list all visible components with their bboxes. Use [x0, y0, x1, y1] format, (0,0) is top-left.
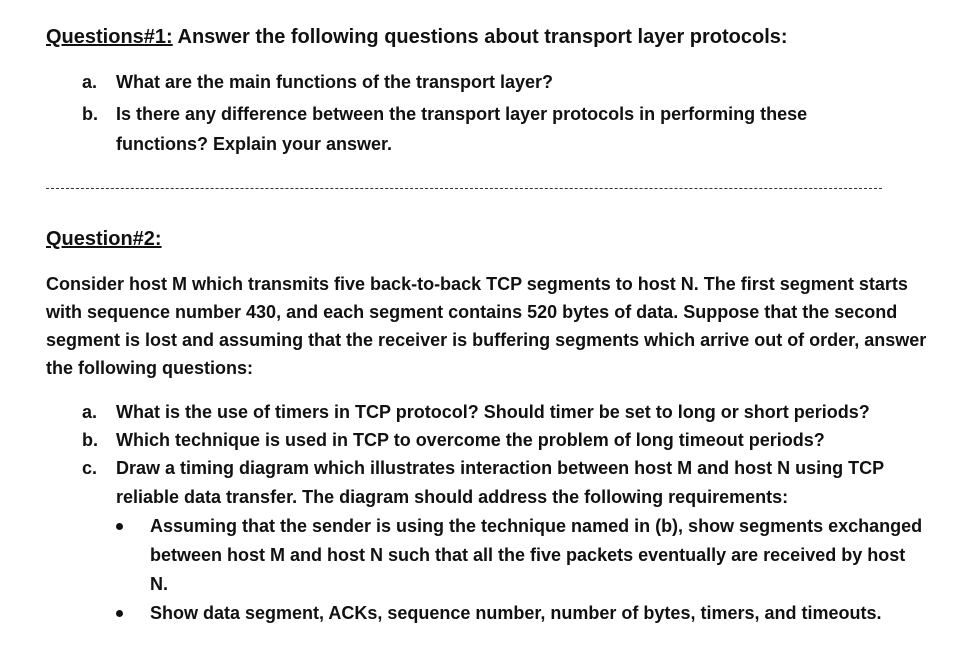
bullet-2-line-1: Show data segment, ACKs, sequence number, number of bytes, timers, and timeouts. — [150, 603, 882, 623]
question-2-label: Question#2: — [46, 228, 162, 250]
q2-intro-line-1: Consider host M which transmits five back-to-back TCP segments to host N. The first segment starts — [46, 274, 908, 294]
question-1-title: Answer the following questions about transport layer protocols: — [172, 26, 788, 48]
q1-item-b-text-line-1: Is there any difference between the transport layer protocols in performing these — [116, 104, 808, 124]
q2-item-c-text-line-1: Draw a timing diagram which illustrates interaction between host M and host N using TCP — [116, 458, 885, 478]
question-1-label: Questions#1: — [46, 26, 173, 48]
bullet-1-line-1: Assuming that the sender is using the technique named in (b), show segments exchanged — [150, 516, 923, 536]
q1-item-b-text-line-2: functions? Explain your answer. — [116, 134, 393, 154]
q2-intro-line-2: with sequence number 430, and each segment contains 520 bytes of data. Suppose that the second — [46, 302, 898, 322]
bullet-dot-icon — [116, 610, 123, 617]
bullet-1-line-2: between host M and host N such that all the five packets eventually are received by host — [150, 545, 906, 565]
q2-item-a-text: What is the use of timers in TCP protocol? Should timer be set to long or short periods? — [116, 402, 870, 422]
dashed-separator — [46, 188, 882, 189]
q1-item-a-text: What are the main functions of the transport layer? — [116, 72, 554, 92]
q1-item-a-marker: a. — [82, 72, 98, 92]
question-1-heading — [46, 26, 788, 49]
q2-item-b-text: Which technique is used in TCP to overcome the problem of long timeout periods? — [116, 430, 825, 450]
q2-intro-line-3: segment is lost and assuming that the receiver is buffering segments which arrive out of order, answer — [46, 330, 927, 350]
q2-item-c-text-line-2: reliable data transfer. The diagram should address the following requirements: — [116, 487, 789, 507]
q1-item-b-marker: b. — [82, 104, 98, 124]
q2-item-b-marker: b. — [82, 430, 98, 450]
bullet-dot-icon — [116, 523, 123, 530]
q2-intro-line-4: the following questions: — [46, 358, 253, 378]
bullet-1-line-3: N. — [150, 574, 168, 594]
q2-item-a-marker: a. — [82, 402, 98, 422]
q2-item-c-marker: c. — [82, 458, 98, 478]
